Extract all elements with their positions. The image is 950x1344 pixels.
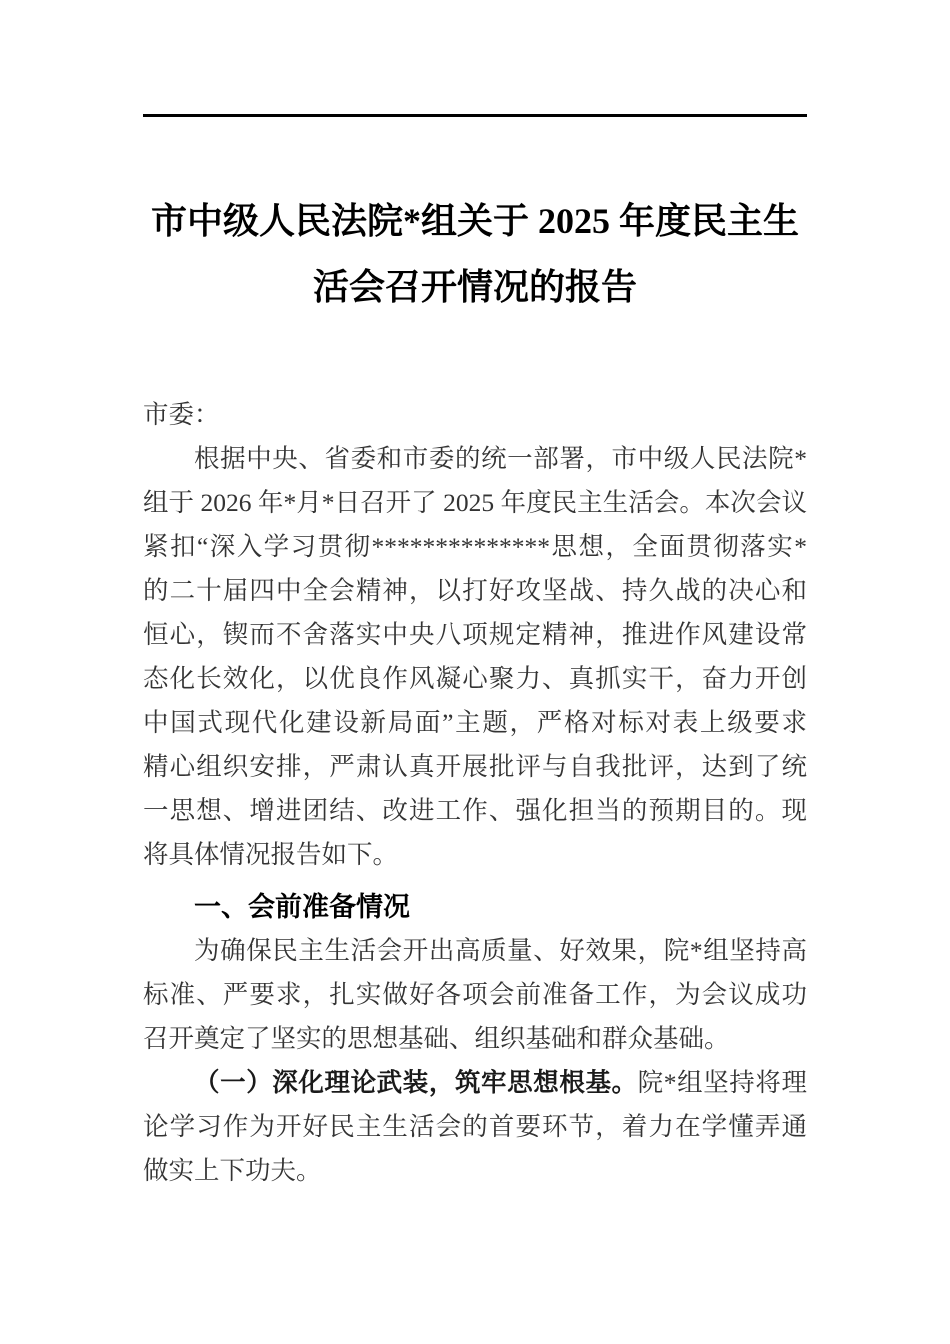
paragraph-line: 论学习作为开好民主生活会的首要环节，着力在学懂弄通 [143, 1112, 807, 1141]
paragraph-line: 一思想、增进团结、改进工作、强化担当的预期目的。现 [143, 796, 807, 825]
salutation: 市委： [143, 400, 220, 429]
title-line-1: 市中级人民法院*组关于 2025 年度民主生 [150, 201, 799, 241]
document-title [110, 188, 840, 320]
document-body [143, 393, 807, 1193]
section-heading: 一、会前准备情况 [194, 892, 410, 922]
paragraph-line: 标准、严要求，扎实做好各项会前准备工作，为会议成功 [143, 980, 807, 1009]
header-rule [143, 114, 807, 117]
subitem-lead-rest: 院*组坚持将理 [637, 1068, 807, 1097]
paragraph-line: 组于 2026 年*月*日召开了 2025 年度民主生活会。本次会议 [143, 488, 807, 517]
paragraph-line: 精心组织安排，严肃认真开展批评与自我批评，达到了统 [143, 752, 807, 781]
paragraph-line [143, 1061, 807, 1105]
paragraph-line: 为确保民主生活会开出高质量、好效果，院*组坚持高 [194, 936, 807, 965]
paragraph-line: 的二十届四中全会精神，以打好攻坚战、持久战的决心和 [143, 576, 807, 605]
paragraph-line: 将具体情况报告如下。 [143, 840, 399, 869]
subitem-lead: （一）深化理论武装，筑牢思想根基。 [194, 1068, 638, 1097]
paragraph-line: 召开奠定了坚实的思想基础、组织基础和群众基础。 [143, 1024, 730, 1053]
title-line-2: 活会召开情况的报告 [312, 267, 637, 307]
paragraph-line: 根据中央、省委和市委的统一部署，市中级人民法院* [194, 444, 807, 473]
paragraph-line: 做实上下功夫。 [143, 1156, 322, 1185]
paragraph-line: 紧扣“深入学习贯彻**************思想，全面贯彻落实* [143, 532, 807, 561]
paragraph-line: 恒心，锲而不舍落实中央八项规定精神，推进作风建设常 [143, 620, 807, 649]
paragraph-line: 中国式现代化建设新局面”主题，严格对标对表上级要求 [143, 708, 807, 737]
paragraph-line: 态化长效化，以优良作风凝心聚力、真抓实干，奋力开创 [143, 664, 807, 693]
